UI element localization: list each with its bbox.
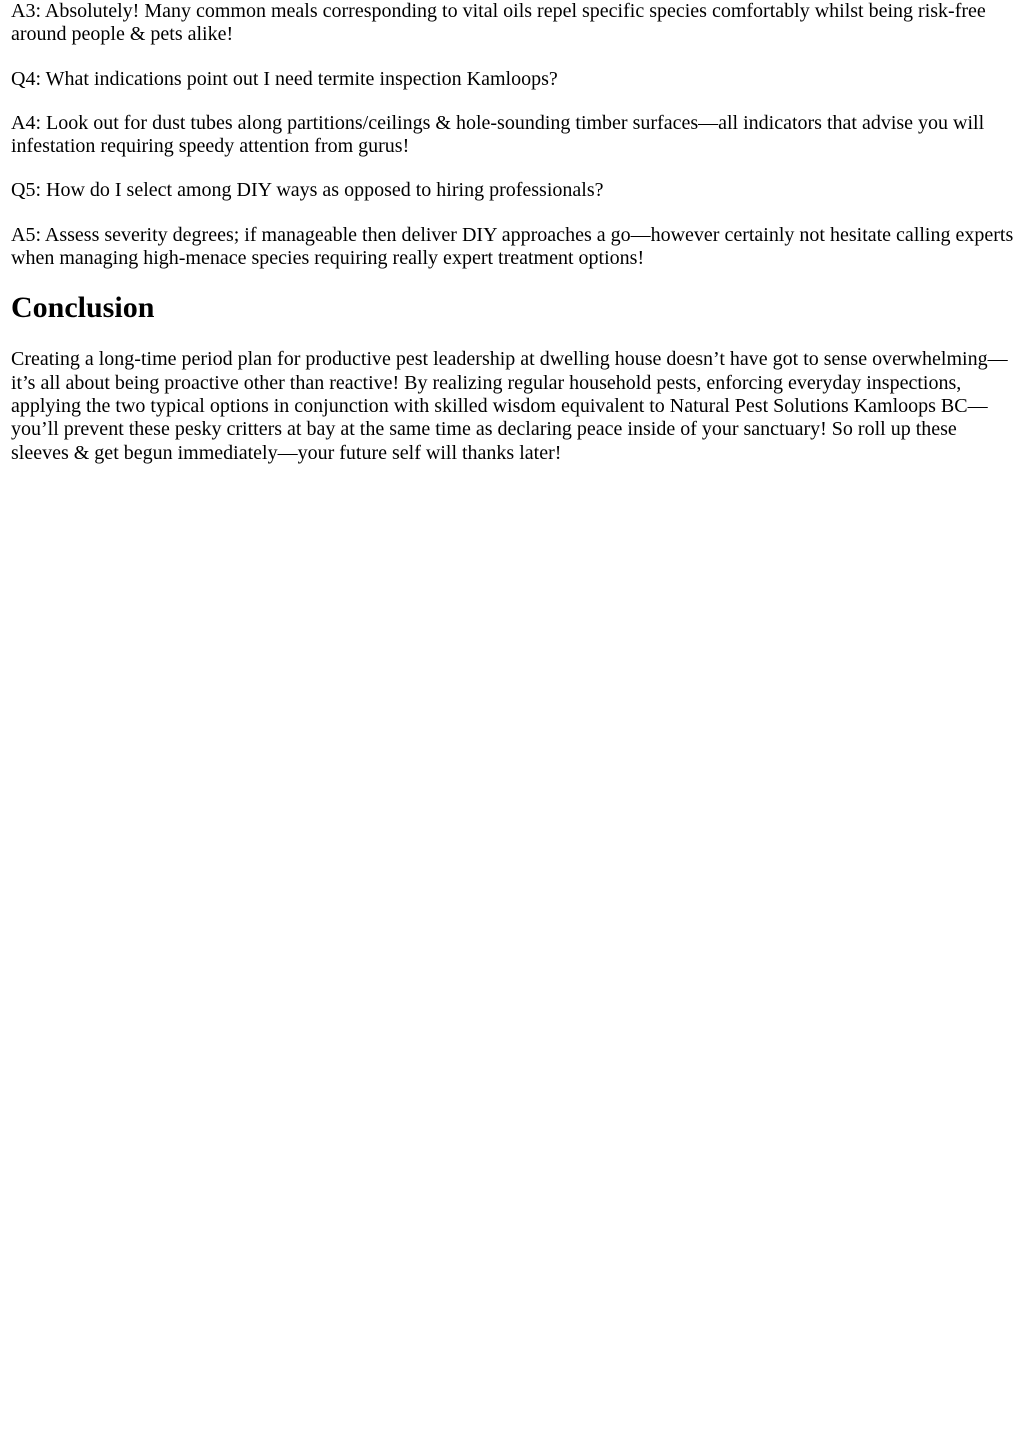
- conclusion-heading: Conclusion: [11, 291, 155, 325]
- faq-answer-4: A4: Look out for dust tubes along partitions/ceilings & hole-sounding timber surfaces—all indicators that advise you will infestation requiring speedy attention from gurus!: [11, 111, 985, 158]
- faq-question-5: Q5: How do I select among DIY ways as opposed to hiring professionals?: [11, 179, 604, 202]
- conclusion-section: [11, 291, 1014, 464]
- faq-section: [11, 0, 1014, 270]
- faq-answer-3: A3: Absolutely! Many common meals corresponding to vital oils repel specific species comfortably whilst being risk-free around people & pets alike!: [11, 0, 986, 46]
- faq-answer-5: A5: Assess severity degrees; if manageable then deliver DIY approaches a go—however certainly not hesitate calling experts when managing high-menace species requiring really expert treatment options!: [11, 223, 1014, 270]
- conclusion-paragraph: Creating a long-time period plan for productive pest leadership at dwelling house doesn’t have got to sense overwhelming—it’s all about being proactive other than reactive! By realizing regular household pests, enforcing everyday inspections, applying the two typical options in conjunction with skilled wisdom equivalent to Natural Pest Solutions Kamloops BC—you’ll prevent these pesky critters at bay at the same time as declaring peace inside of your sanctuary! So roll up these sleeves & get begun immediately—your future self will thanks later!: [11, 348, 1008, 464]
- article-content: [0, 0, 1024, 465]
- faq-question-4: Q4: What indications point out I need termite inspection Kamloops?: [11, 67, 558, 90]
